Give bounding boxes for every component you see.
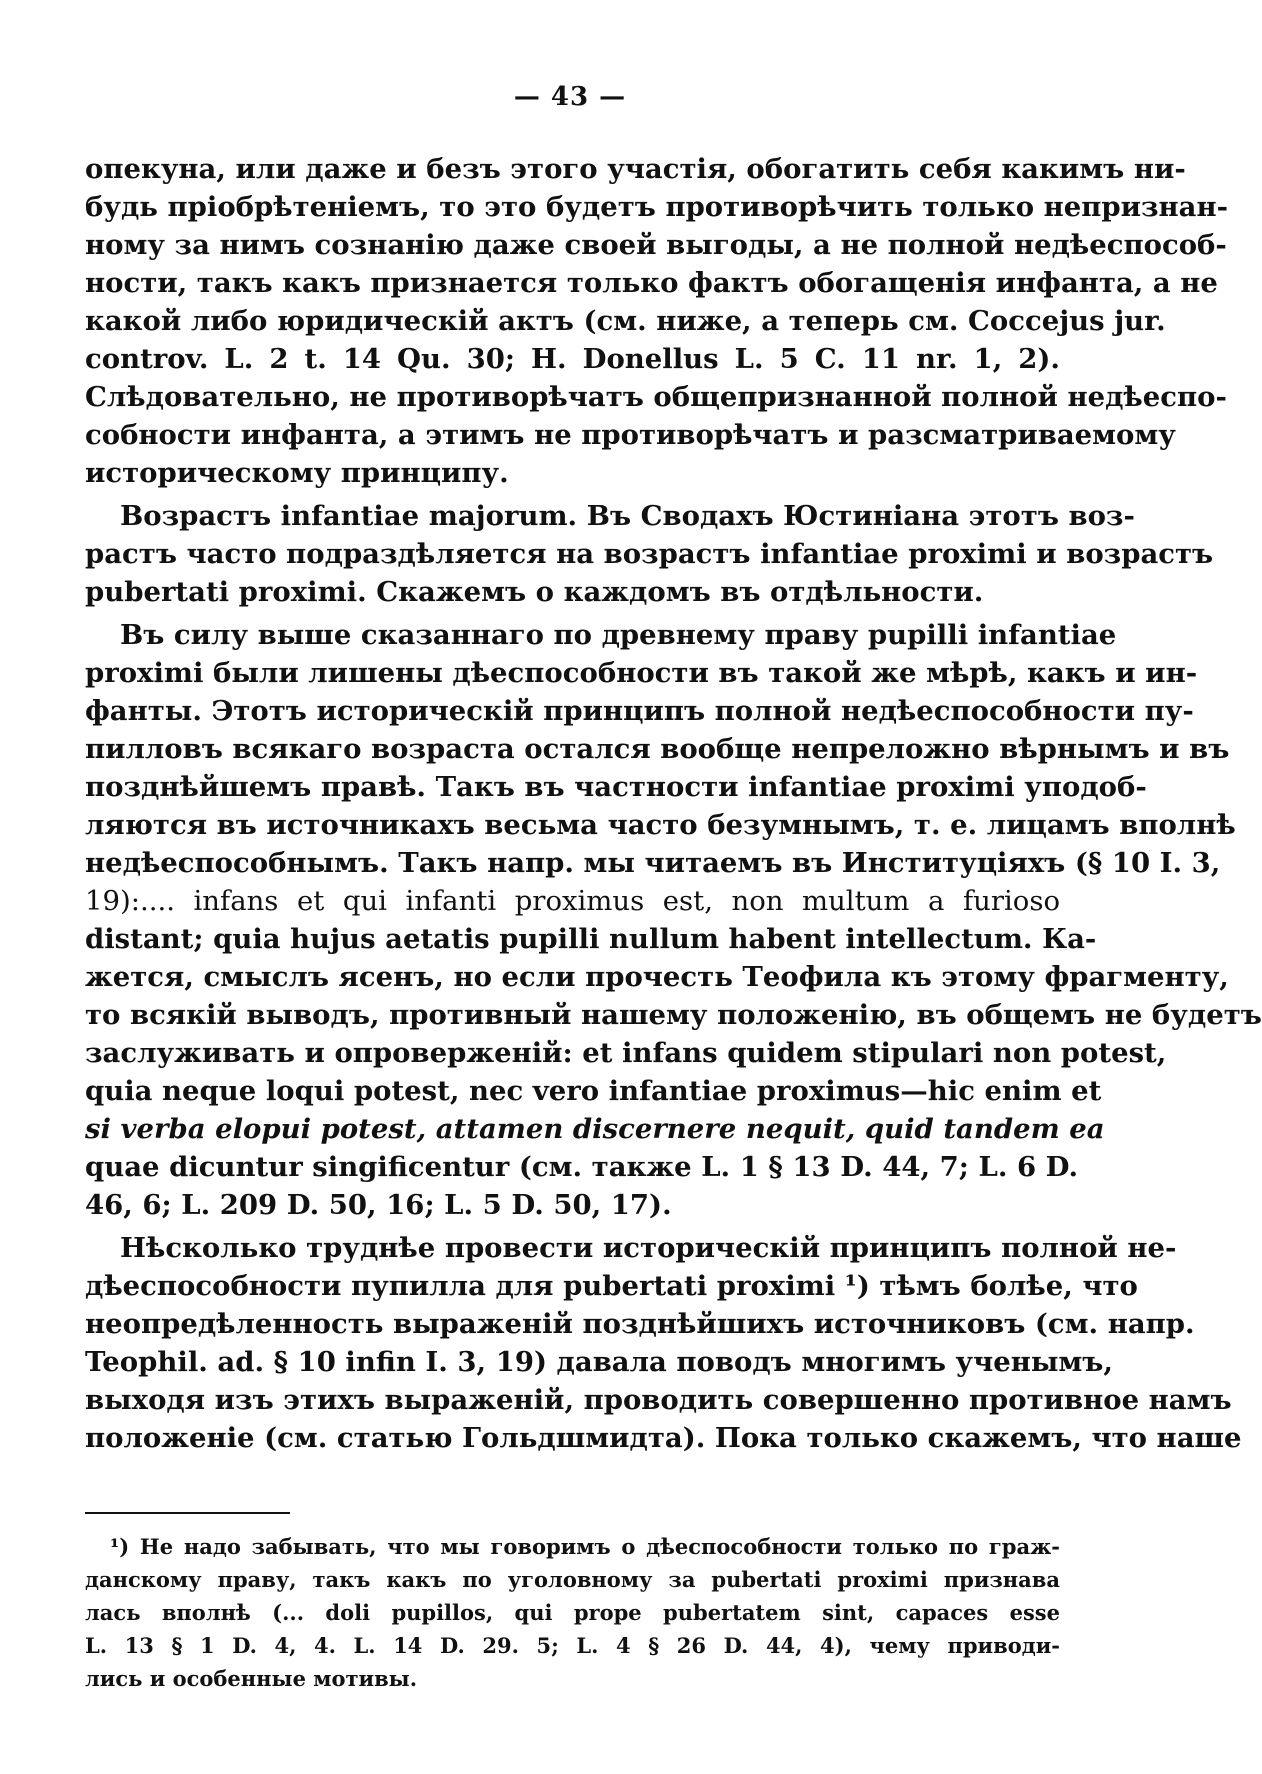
footnote-line: лась вполнѣ (... doli pupillos, qui prope pubertatem sint, capaces esse: [85, 1600, 1060, 1625]
text-line: историческому принципу.: [85, 457, 509, 489]
text-line: quae dicuntur singificentur (см. также L. 1 § 13 D. 44, 7; L. 6 D.: [85, 1151, 1079, 1183]
footnote-line: ¹) Не надо забывать, что мы говоримъ о дѣеспособности только по граж-: [110, 1534, 1060, 1559]
text-line: собности инфанта, а этимъ не противорѣчатъ и разсматриваемому: [85, 419, 1176, 451]
text-line: si verba elopui potest, attamen discernere nequit, quid tandem ea: [85, 1113, 1105, 1145]
paragraph-3: [85, 616, 1262, 1224]
footnote-divider: [85, 1512, 290, 1514]
text-line: недѣеспособнымъ. Такъ напр. мы читаемъ въ Институціяхъ (§ 10 I. 3,: [85, 847, 1221, 879]
text-line: опекуна, или даже и безъ этого участія, обогатить себя какимъ ни-: [85, 153, 1186, 185]
text-line: позднѣйшемъ правѣ. Такъ въ частности infantiae proximi уподоб-: [85, 771, 1147, 803]
text-line: Въ силу выше сказаннаго по древнему праву pupilli infantiae: [120, 619, 1117, 651]
text-line: будь пріобрѣтеніемъ, то это будетъ противорѣчить только непризнан-: [85, 191, 1229, 223]
footnote-line: лись и особенные мотивы.: [85, 1666, 418, 1691]
text-line: quia neque loqui potest, nec vero infantiae proximus—hic enim et: [85, 1075, 1102, 1107]
paragraph-1: [85, 150, 1229, 492]
page-number: — 43 —: [513, 82, 627, 112]
text-line: proximi были лишены дѣеспособности въ такой же мѣрѣ, какъ и ин-: [85, 657, 1198, 689]
text-line: Возрастъ infantiae majorum. Въ Сводахъ Юстиніана этотъ воз-: [120, 500, 1135, 532]
footnote: [85, 1530, 1060, 1695]
text-line: Нѣсколько труднѣе провести историческій принципъ полной не-: [120, 1232, 1177, 1264]
text-line: Слѣдовательно, не противорѣчатъ общепризнанной полной недѣеспо-: [85, 381, 1227, 413]
footnote-line: данскому праву, такъ какъ по уголовному за pubertati proximi признава: [85, 1567, 1060, 1592]
text-line: controv. L. 2 t. 14 Qu. 30; H. Donellus L. 5 C. 11 nr. 1, 2).: [85, 343, 1060, 375]
text-line: жется, смыслъ ясенъ, но если прочесть Теофила къ этому фрагменту,: [85, 961, 1229, 993]
text-line: 19):.... infans et qui infanti proximus est, non multum a furioso: [85, 885, 1060, 917]
footnote-line: L. 13 § 1 D. 4, 4. L. 14 D. 29. 5; L. 4 § 26 D. 44, 4), чему приводи-: [85, 1633, 1060, 1658]
text-line: то всякій выводъ, противный нашему положенію, въ общемъ не будетъ: [85, 999, 1262, 1031]
text-line: 46, 6; L. 209 D. 50, 16; L. 5 D. 50, 17).: [85, 1189, 672, 1221]
text-line: ности, такъ какъ признается только фактъ обогащенія инфанта, а не: [85, 267, 1218, 299]
text-line: ному за нимъ сознанію даже своей выгоды, а не полной недѣеспособ-: [85, 229, 1227, 261]
text-line: дѣеспособности пупилла для pubertati proximi ¹) тѣмъ болѣе, что: [85, 1270, 1138, 1302]
text-line: выходя изъ этихъ выраженій, проводить совершенно противное намъ: [85, 1384, 1232, 1416]
text-line: неопредѣленность выраженій позднѣйшихъ источниковъ (см. напр.: [85, 1308, 1195, 1340]
text-line: заслуживать и опроверженій: et infans quidem stipulari non potest,: [85, 1037, 1167, 1069]
text-line: пилловъ всякаго возраста остался вообще непреложно вѣрнымъ и въ: [85, 733, 1230, 765]
text-line: distant; quia hujus aetatis pupilli nullum habent intellectum. Ка-: [85, 923, 1097, 955]
text-line: какой либо юридическій актъ (см. ниже, а теперь см. Coccejus jur.: [85, 305, 1166, 337]
main-text: [85, 150, 1262, 1457]
text-line: положеніе (см. статью Гольдшмидта). Пока только скажемъ, что наше: [85, 1422, 1242, 1454]
text-line: ляются въ источникахъ весьма часто безумнымъ, т. е. лицамъ вполнѣ: [85, 809, 1236, 841]
paragraph-4: [85, 1229, 1242, 1457]
text-line: растъ часто подраздѣляется на возрастъ infantiae proximi и возрастъ: [85, 538, 1214, 570]
paragraph-2: [85, 497, 1214, 611]
text-line: фанты. Этотъ историческій принципъ полной недѣеспособности пу-: [85, 695, 1194, 727]
text-line: pubertati proximi. Скажемъ о каждомъ въ отдѣльности.: [85, 576, 984, 608]
text-line: Teophil. ad. § 10 infin I. 3, 19) давала поводъ многимъ ученымъ,: [85, 1346, 1113, 1378]
